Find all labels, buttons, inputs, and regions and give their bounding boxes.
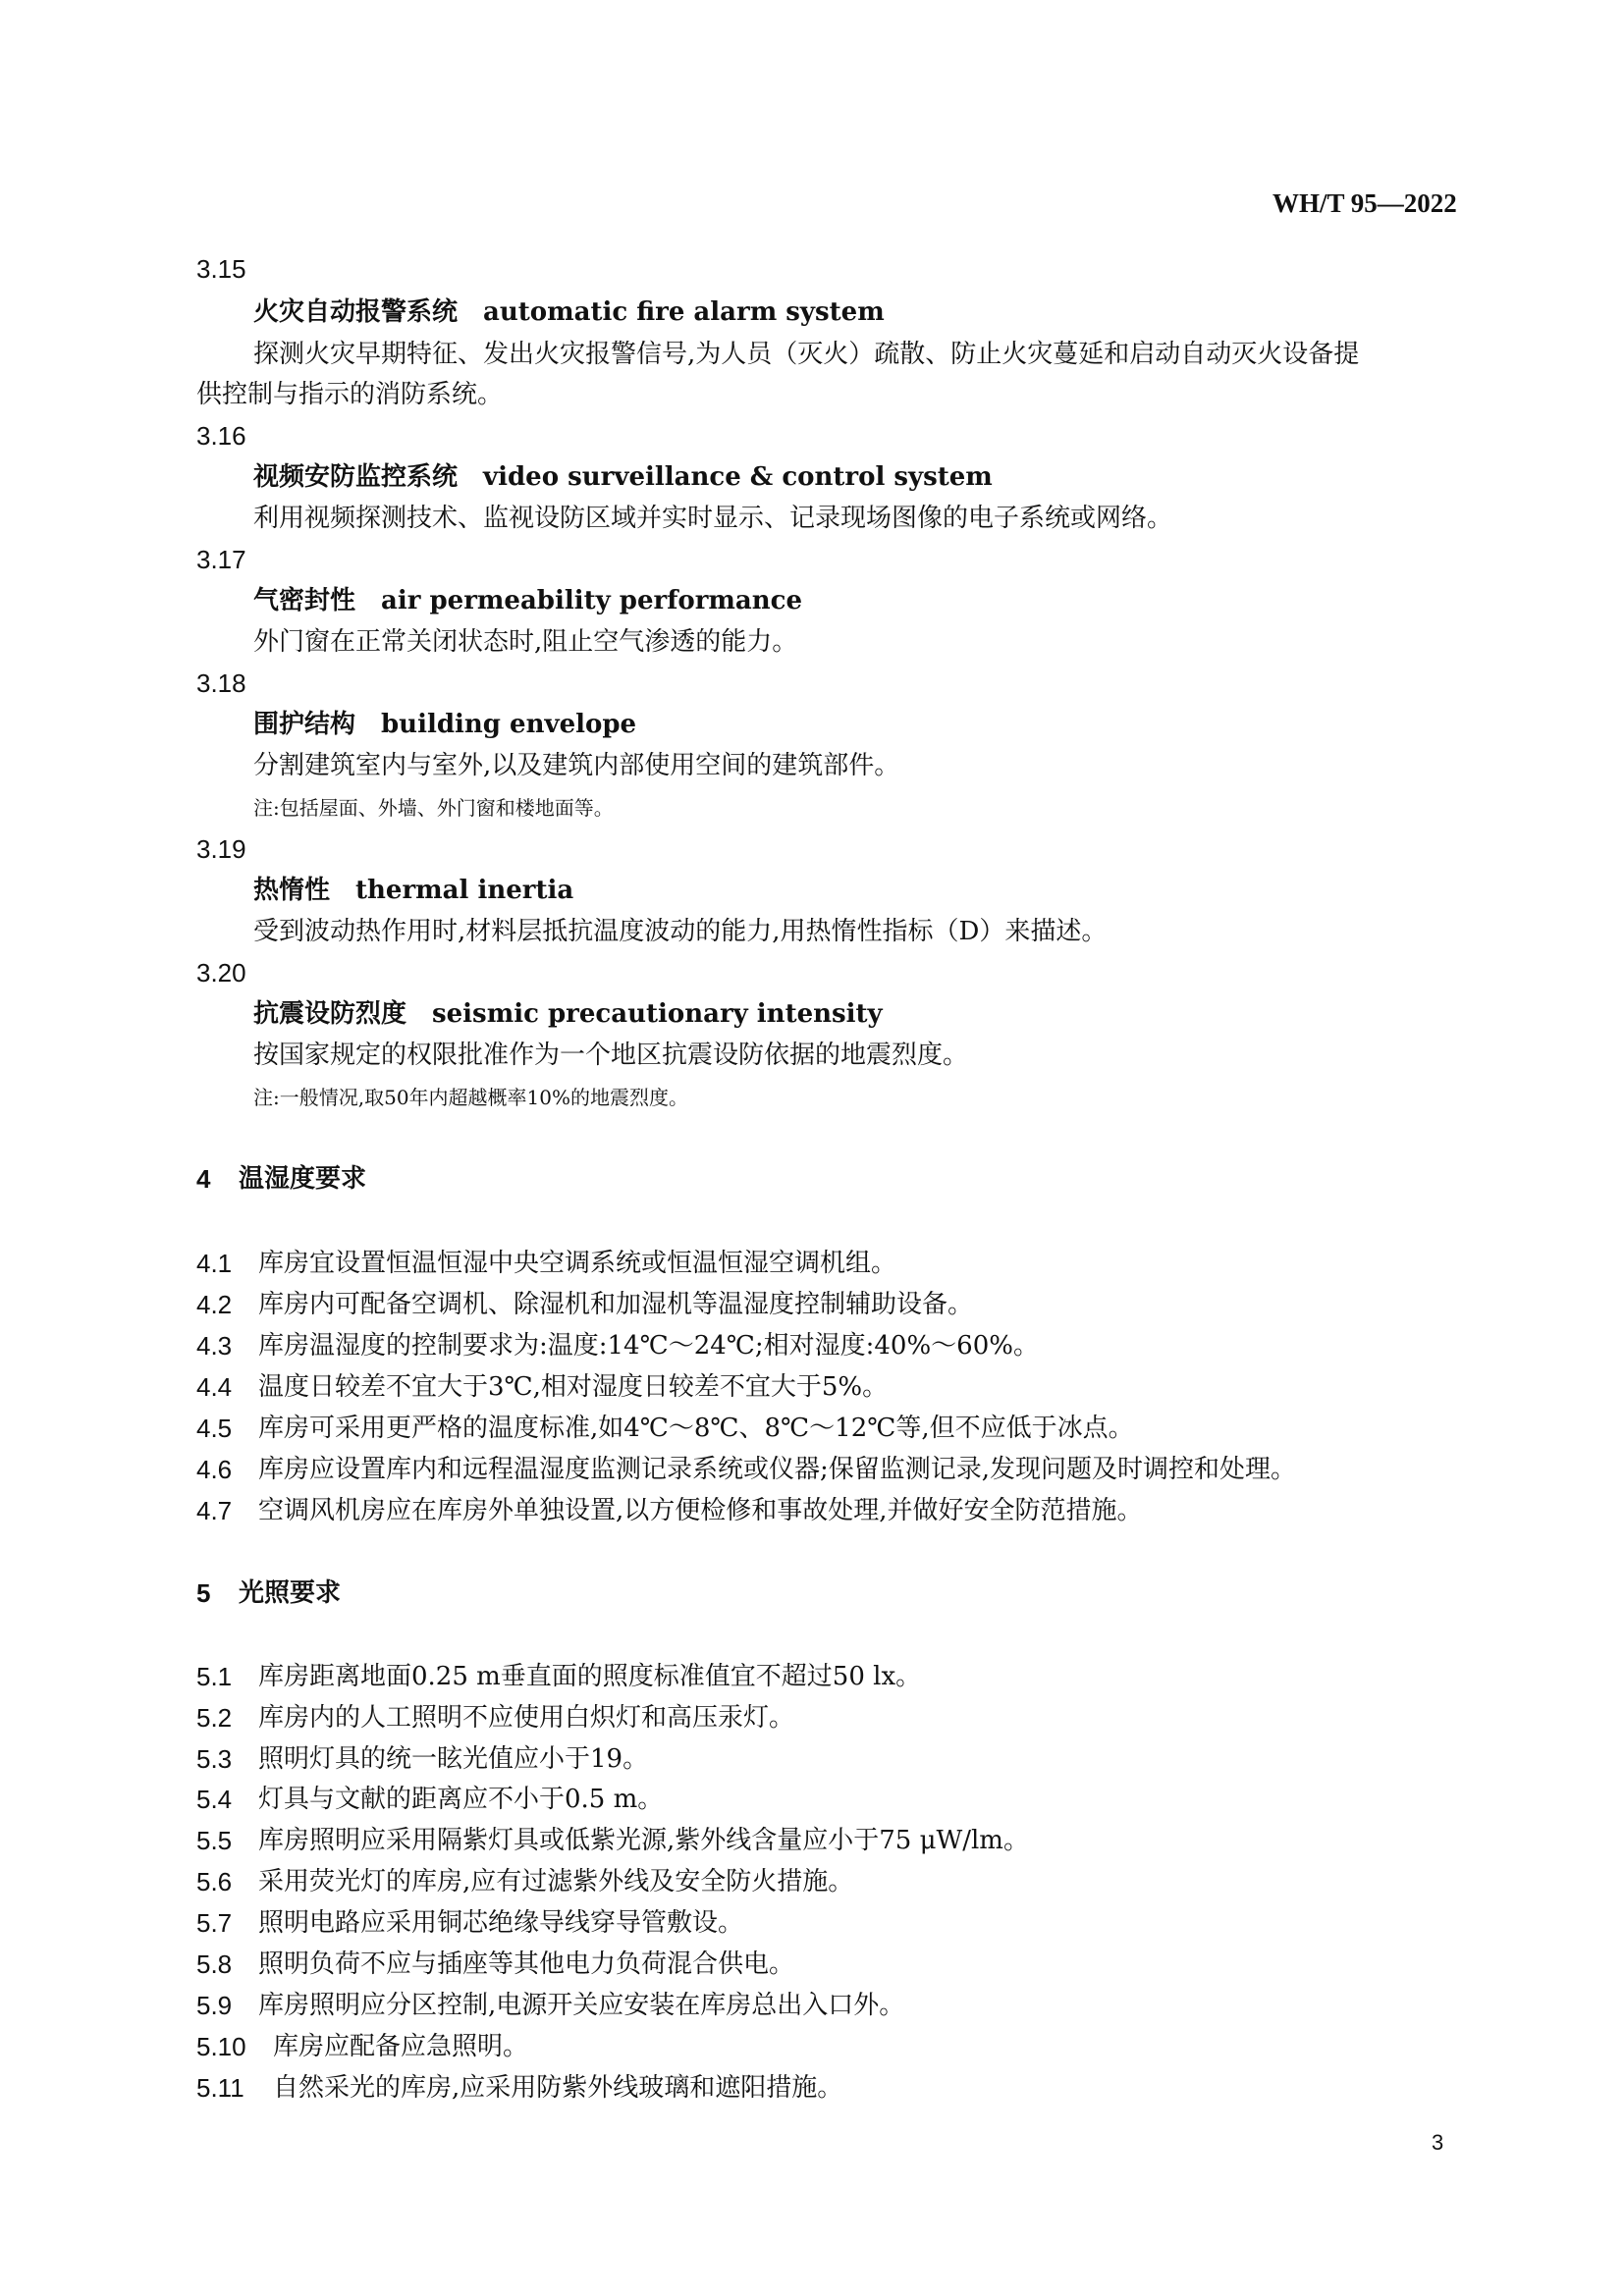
clause-number: 5.6	[196, 1867, 233, 1896]
clause-number: 5.2	[196, 1703, 233, 1733]
term-title: 视频安防监控系统 video surveillance & control system	[253, 462, 993, 492]
section-title: 光照要求	[239, 1578, 342, 1608]
clause-number: 5.10	[196, 2032, 246, 2061]
clause-text: 照明负荷不应与插座等其他电力负荷混合供电。	[258, 1949, 795, 1979]
clause-number: 5.7	[196, 1908, 233, 1938]
term-title: 抗震设防烈度 seismic precautionary intensity	[253, 999, 883, 1029]
term-title: 火灾自动报警系统 automatic fire alarm system	[253, 297, 885, 327]
clause-text: 库房可采用更严格的温度标准,如4℃～8℃、8℃～12℃等,但不应低于冰点。	[258, 1414, 1134, 1443]
clause-number: 4.7	[196, 1496, 233, 1525]
clause-text: 库房应设置库内和远程温湿度监测记录系统或仪器;保留监测记录,发现问题及时调控和处理。	[258, 1455, 1297, 1484]
clause-text: 库房照明应采用隔紫灯具或低紫光源,紫外线含量应小于75 μW/lm。	[258, 1826, 1029, 1855]
clause-text: 库房宜设置恒温恒湿中央空调系统或恒温恒湿空调机组。	[258, 1249, 897, 1278]
term-definition: 利用视频探测技术、监视设防区域并实时显示、记录现场图像的电子系统或网络。	[253, 504, 1173, 533]
clause-text: 温度日较差不宜大于3℃,相对湿度日较差不宜大于5%。	[258, 1372, 889, 1402]
clause-text: 采用荧光灯的库房,应有过滤紫外线及安全防火措施。	[258, 1867, 854, 1896]
clause-text: 灯具与文献的距离应不小于0.5 m。	[258, 1785, 664, 1814]
clause-number: 4.1	[196, 1249, 233, 1278]
clause-number: 5.11	[196, 2073, 244, 2103]
term-definition: 探测火灾早期特征、发出火灾报警信号,为人员（灭火）疏散、防止火灾蔓延和启动自动灭火设备提	[253, 340, 1360, 369]
clause-text: 照明灯具的统一眩光值应小于19。	[258, 1744, 649, 1774]
clause-number: 4.6	[196, 1455, 233, 1484]
clause-number: 5.3	[196, 1744, 233, 1774]
term-number: 3.17	[196, 545, 246, 574]
term-title: 热惰性 thermal inertia	[253, 876, 574, 905]
standard-code-header: WH/T 95—2022	[1272, 188, 1457, 218]
term-definition: 按国家规定的权限批准作为一个地区抗震设防依据的地震烈度。	[253, 1041, 969, 1070]
clause-number: 4.5	[196, 1414, 233, 1443]
term-note: 注:一般情况,取50年内超越概率10%的地震烈度。	[253, 1086, 688, 1109]
clause-text: 库房内可配备空调机、除湿机和加湿机等温湿度控制辅助设备。	[258, 1290, 974, 1319]
clause-text: 库房距离地面0.25 m垂直面的照度标准值宜不超过50 lx。	[258, 1662, 922, 1691]
term-note: 注:包括屋面、外墙、外门窗和楼地面等。	[253, 796, 614, 820]
term-number: 3.15	[196, 254, 246, 284]
clause-number: 5.4	[196, 1785, 233, 1814]
clause-text: 库房温湿度的控制要求为:温度:14℃～24℃;相对湿度:40%～60%。	[258, 1331, 1039, 1361]
section-number: 5	[196, 1578, 211, 1608]
clause-number: 5.1	[196, 1662, 233, 1691]
clause-text: 自然采光的库房,应采用防紫外线玻璃和遮阳措施。	[273, 2073, 843, 2103]
clause-text: 库房应配备应急照明。	[273, 2032, 529, 2061]
clause-number: 5.5	[196, 1826, 233, 1855]
clause-text: 照明电路应采用铜芯绝缘导线穿导管敷设。	[258, 1908, 744, 1938]
term-number: 3.19	[196, 834, 246, 864]
section-title: 温湿度要求	[239, 1164, 367, 1194]
term-number: 3.16	[196, 421, 246, 451]
clause-text: 空调风机房应在库房外单独设置,以方便检修和事故处理,并做好安全防范措施。	[258, 1496, 1143, 1525]
clause-number: 5.8	[196, 1949, 233, 1979]
term-number: 3.18	[196, 668, 246, 698]
term-definition: 外门窗在正常关闭状态时,阻止空气渗透的能力。	[253, 627, 798, 657]
clause-text: 库房照明应分区控制,电源开关应安装在库房总出入口外。	[258, 1991, 905, 2020]
term-definition-cont: 供控制与指示的消防系统。	[196, 380, 504, 409]
term-title: 围护结构 building envelope	[253, 710, 637, 739]
clause-number: 4.4	[196, 1372, 233, 1402]
term-definition: 分割建筑室内与室外,以及建筑内部使用空间的建筑部件。	[253, 751, 900, 780]
page-number: 3	[1432, 2130, 1444, 2155]
clause-number: 4.3	[196, 1331, 233, 1361]
clause-number: 5.9	[196, 1991, 233, 2020]
section-number: 4	[196, 1164, 211, 1194]
clause-text: 库房内的人工照明不应使用白炽灯和高压汞灯。	[258, 1703, 795, 1733]
term-number: 3.20	[196, 958, 246, 988]
clause-number: 4.2	[196, 1290, 233, 1319]
term-title: 气密封性 air permeability performance	[253, 586, 803, 615]
term-definition: 受到波动热作用时,材料层抵抗温度波动的能力,用热惰性指标（D）来描述。	[253, 917, 1108, 946]
